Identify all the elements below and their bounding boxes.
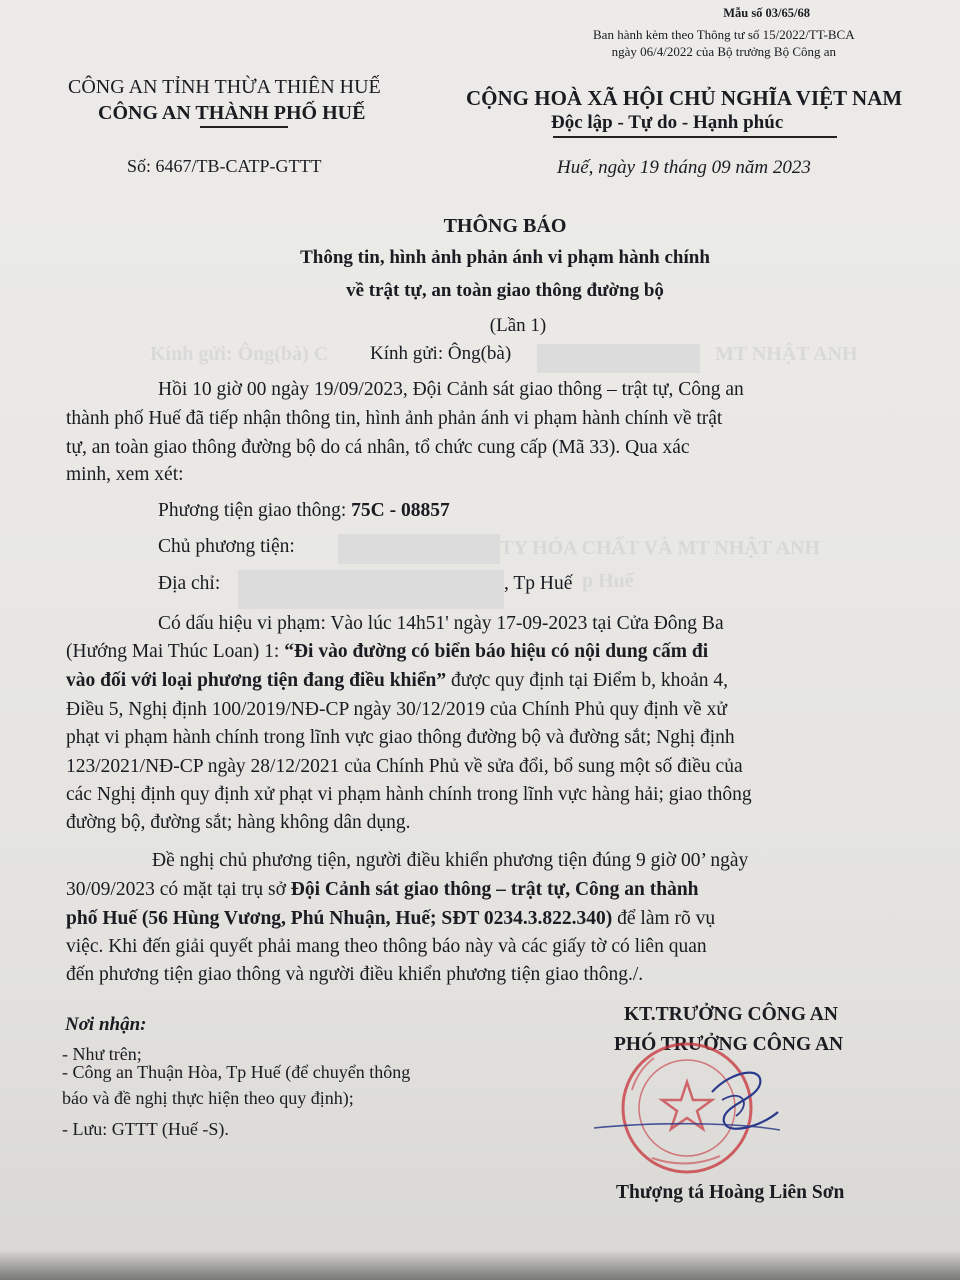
violation-line (66, 670, 728, 692)
agency-name: CÔNG AN THÀNH PHỐ HUẾ (98, 102, 366, 124)
document-number: Số: 6467/TB-CATP-GTTT (127, 156, 322, 176)
agency-underline (200, 126, 288, 128)
address-label: Địa chỉ: (158, 573, 221, 594)
violation-line: các Nghị định quy định xử phạt vi phạm hành chính trong lĩnh vực hàng hải; giao thông (66, 784, 752, 805)
office-address: phố Huế (56 Hùng Vương, Phú Nhuận, Huế; SĐT 0234.3.822.340) (66, 908, 613, 929)
owner-label: Chủ phương tiện: (158, 536, 295, 557)
motto-underline (553, 136, 837, 138)
request-line (66, 879, 699, 901)
recipient-item: - Công an Thuận Hòa, Tp Huế (để chuyển thông (62, 1062, 411, 1082)
intro-line: thành phố Huế đã tiếp nhận thông tin, hình ảnh phản ánh vi phạm hành chính về trật (66, 408, 723, 429)
violation-line (66, 641, 708, 663)
bleed-through-text: Kính gửi: Ông(bà) C (150, 343, 329, 365)
official-seal-icon (592, 1030, 782, 1180)
request-line: Đề nghị chủ phương tiện, người điều khiển phương tiện đúng 9 giờ 00’ ngày (152, 850, 749, 871)
violation-description: “Đi vào đường có biển báo hiệu có nội dung cấm đi (284, 641, 709, 662)
intro-line: minh, xem xét: (66, 464, 184, 485)
signer-title: PHÓ TRƯỞNG CÔNG AN (614, 1034, 844, 1055)
address-city: , Tp Huế (504, 573, 573, 594)
vehicle-line (158, 500, 450, 522)
redacted-recipient-name (537, 344, 700, 373)
recipient-item: - Lưu: GTTT (Huế -S). (62, 1119, 229, 1139)
form-reference-line: Ban hành kèm theo Thông tư số 15/2022/TT-BCA (593, 27, 855, 42)
document-subtitle: Thông tin, hình ảnh phản ánh vi phạm hành chính (300, 247, 710, 268)
notice-count: (Lần 1) (489, 315, 547, 336)
intro-line: Hồi 10 giờ 00 ngày 19/09/2023, Đội Cảnh sát giao thông – trật tự, Công an (158, 379, 744, 400)
national-motto: Độc lập - Tự do - Hạnh phúc (551, 112, 784, 133)
form-reference (593, 26, 855, 60)
request-line: việc. Khi đến giải quyết phải mang theo thông báo này và các giấy tờ có liên quan (66, 936, 707, 957)
violation-line: đường bộ, đường sắt; hàng không dân dụng. (66, 812, 411, 833)
vehicle-label: Phương tiện giao thông: (158, 500, 352, 521)
recipient-item: báo và đề nghị thực hiện theo quy định); (62, 1088, 354, 1108)
bleed-through-text: TY HÓA CHẤT VÀ MT NHẬT ANH (500, 537, 821, 559)
request-purpose: để làm rõ vụ (612, 908, 716, 929)
signer-name: Thượng tá Hoàng Liên Sơn (616, 1182, 845, 1203)
redacted-owner-name (338, 534, 500, 564)
document-subtitle: về trật tự, an toàn giao thông đường bộ (346, 280, 664, 301)
document-title: THÔNG BÁO (443, 215, 567, 237)
country-name: CỘNG HOÀ XÃ HỘI CHỦ NGHĨA VIỆT NAM (466, 86, 903, 110)
violation-legal-basis: được quy định tại Điểm b, khoản 4, (446, 670, 728, 691)
request-line: đến phương tiện giao thông và người điều khiển phương tiện giao thông./. (66, 964, 644, 985)
recipient-label: Kính gửi: Ông(bà) (370, 343, 512, 364)
violation-description: vào đối với loại phương tiện đang điều khiển” (66, 670, 447, 691)
form-code: Mẫu số 03/65/68 (723, 6, 810, 20)
recipients-label: Nơi nhận: (65, 1014, 147, 1035)
agency-parent: CÔNG AN TỈNH THỪA THIÊN HUẾ (68, 76, 381, 98)
request-line (66, 908, 715, 930)
violation-line: Điều 5, Nghị định 100/2019/NĐ-CP ngày 30/12/2019 của Chính Phủ quy định về xử (66, 699, 727, 720)
bleed-through-text: MT NHẬT ANH (715, 343, 858, 365)
violation-location: (Hướng Mai Thúc Loan) 1: (66, 641, 285, 662)
violation-line: Có dấu hiệu vi phạm: Vào lúc 14h51' ngày 17-09-2023 tại Cửa Đông Ba (158, 613, 724, 634)
violation-line: 123/2021/NĐ-CP ngày 28/12/2021 của Chính Phủ về sửa đổi, bổ sung một số điều của (66, 756, 743, 777)
form-reference-line: ngày 06/4/2022 của Bộ trưởng Bộ Công an (611, 44, 837, 59)
violation-line: phạt vi phạm hành chính trong lĩnh vực giao thông đường bộ và đường sắt; Nghị định (66, 727, 735, 748)
recipient-item: - Như trên; (62, 1044, 142, 1064)
redacted-address (238, 570, 504, 609)
intro-line: tự, an toàn giao thông đường bộ do cá nhân, tổ chức cung cấp (Mã 33). Qua xác (66, 437, 690, 458)
bleed-through-text: p Huế (582, 570, 634, 592)
place-date: Huế, ngày 19 tháng 09 năm 2023 (557, 157, 811, 178)
office-name: Đội Cảnh sát giao thông – trật tự, Công an thành (290, 879, 699, 900)
signer-title: KT.TRƯỞNG CÔNG AN (624, 1004, 838, 1025)
page-shadow (0, 1250, 960, 1280)
request-date: 30/09/2023 có mặt tại trụ sở (66, 879, 291, 900)
license-plate: 75C - 08857 (351, 500, 450, 521)
